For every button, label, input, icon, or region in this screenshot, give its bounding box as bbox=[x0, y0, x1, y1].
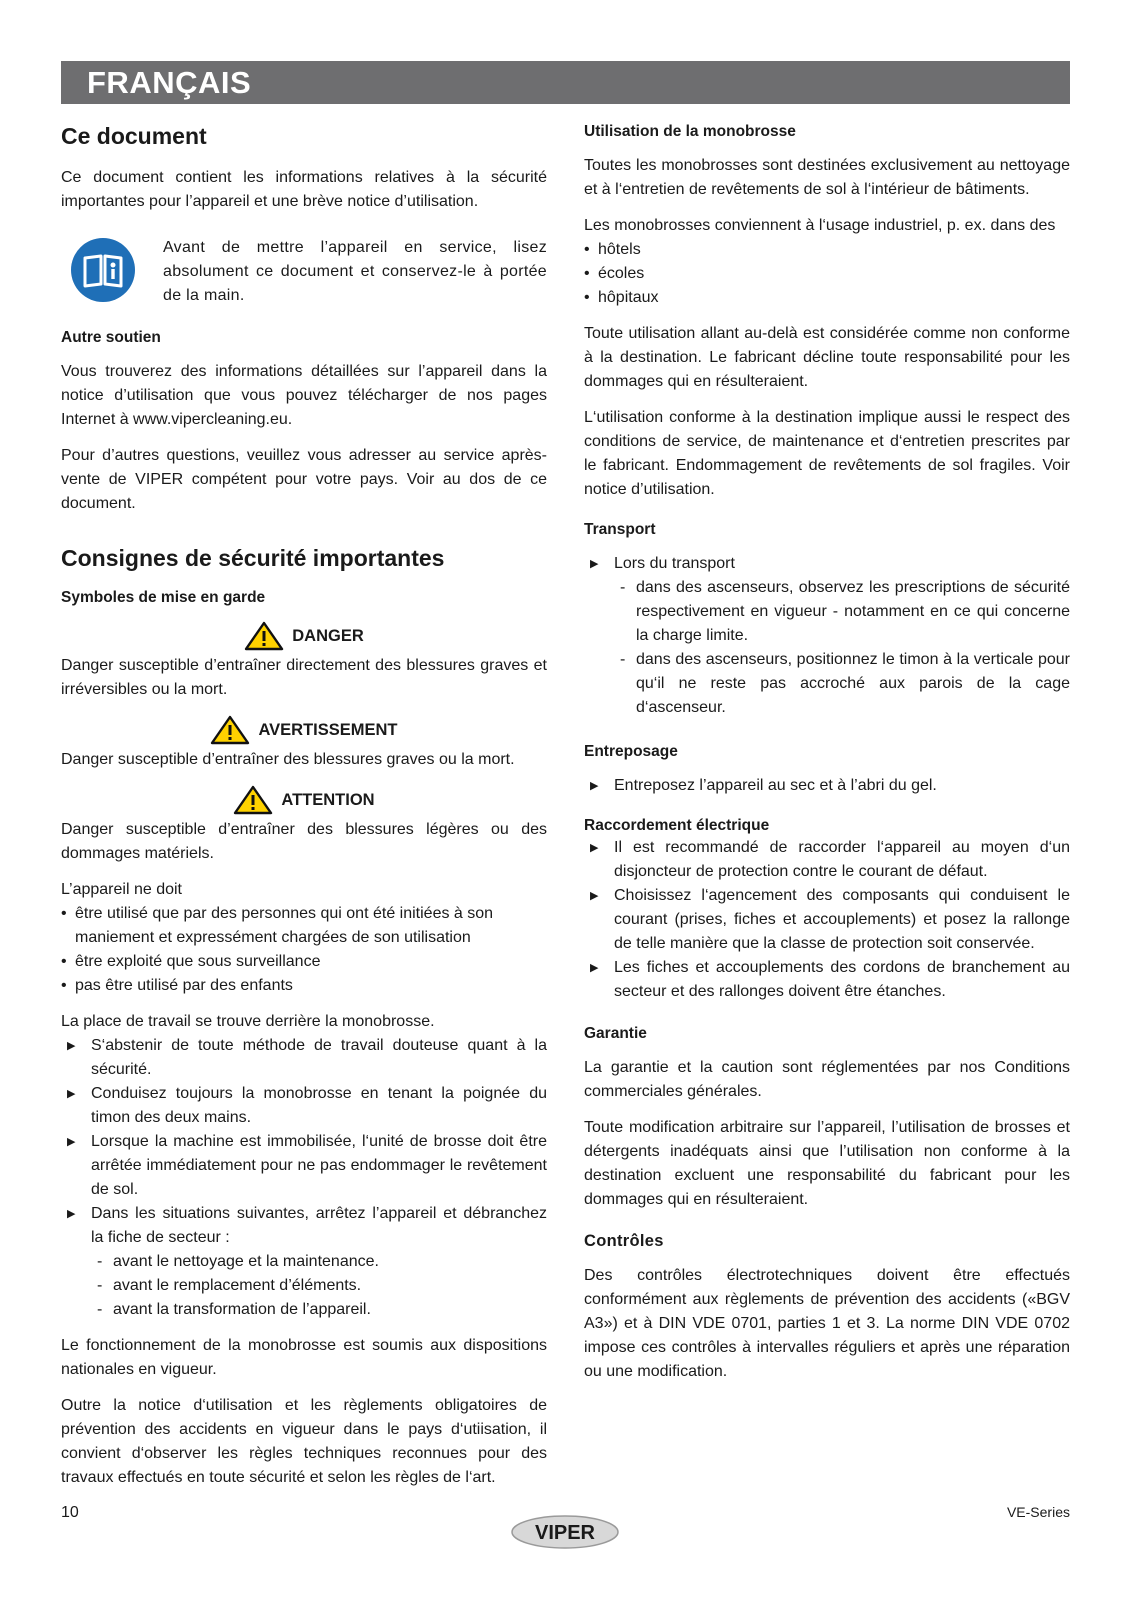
transport-list bbox=[584, 552, 1070, 720]
support-paragraph-2: Pour d’autres questions, veuillez vous adresser au service après-vente de VIPER compétent pour votre pays. Voir au dos de ce document. bbox=[61, 447, 547, 512]
caution-label: ATTENTION bbox=[281, 790, 375, 809]
warranty-title: Garantie bbox=[584, 1025, 647, 1042]
arrow-right-icon: ▶ bbox=[590, 962, 599, 974]
list-item: ▶ Lors du transport - dans des ascenseurs, observez les prescriptions de sécurité respectivement en vigueur - notamment en ce qui concerne la charge limite. - dans des ascenseurs, positionnez le timon à la verticale pour qu‘il ne reste pas accroché aux parois de la cage d‘ascenseur. bbox=[584, 552, 1070, 720]
list-item: - dans des ascenseurs, positionnez le timon à la verticale pour qu‘il ne reste pas accroché aux parois de la cage d‘ascenseur. bbox=[614, 648, 1070, 720]
support-title: Autre soutien bbox=[61, 329, 161, 346]
danger-text: Danger susceptible d’entraîner directement des blessures graves et irréversibles ou la mort. bbox=[61, 657, 547, 698]
usage-paragraph-1: Toutes les monobrosses sont destinées exclusivement au nettoyage et à l‘entretien de revêtements de sol à l‘intérieur de bâtiments. bbox=[584, 157, 1070, 198]
list-item: - avant le remplacement d’éléments. bbox=[91, 1274, 547, 1298]
list-item: • écoles bbox=[584, 262, 1070, 286]
read-manual-icon bbox=[71, 238, 135, 302]
warning-text: Danger susceptible d’entraîner des blessures graves ou la mort. bbox=[61, 751, 515, 768]
warranty-paragraph-2: Toute modification arbitraire sur l’appareil, l’utilisation de brosses et détergents inadéquats ainsi que l’utilisation non conforme à la destination excluent une responsabilité du fabricant pour les dommages qui en résulteraient. bbox=[584, 1119, 1070, 1208]
page-number: 10 bbox=[61, 1504, 79, 1521]
list-item: ▶ Il est recommandé de raccorder l‘appareil au moyen d‘un disjoncteur de protection contre le courant de défaut. bbox=[584, 836, 1070, 884]
warning-triangle-icon bbox=[233, 785, 273, 815]
additional-rules: Outre la notice d‘utilisation et les règlements obligatoires de prévention des accidents en vigueur dans le pays d‘utiisation, il convient d‘observer les règles techniques reconnues pour des travaux effectués en toute sécurité et selon les règles de l‘art. bbox=[61, 1397, 547, 1486]
arrow-right-icon: ▶ bbox=[67, 1088, 76, 1100]
usage-paragraph-4: L‘utilisation conforme à la destination implique aussi le respect des conditions de service, de maintenance et d‘entretien prescrites par le fabricant. Endommagement de revêtements de sol fragiles. Voir notice d’utilisation. bbox=[584, 409, 1070, 498]
arrow-right-icon: ▶ bbox=[590, 780, 599, 792]
list-item: ▶ Entreposez l’appareil au sec et à l’abri du gel. bbox=[584, 774, 1070, 798]
right-column bbox=[584, 122, 1070, 1396]
language-banner: FRANÇAIS bbox=[61, 61, 1070, 104]
section-title-safety: Consignes de sécurité importantes bbox=[61, 545, 445, 571]
danger-label: DANGER bbox=[292, 626, 364, 645]
arrow-right-icon: ▶ bbox=[590, 890, 599, 902]
left-column bbox=[61, 122, 547, 1502]
viper-logo bbox=[510, 1514, 620, 1550]
must-not-intro: L’appareil ne doit bbox=[61, 881, 182, 898]
controls-title: Contrôles bbox=[584, 1232, 664, 1250]
warning-triangle-icon bbox=[210, 715, 250, 745]
list-item: ▶ Dans les situations suivantes, arrêtez l’appareil et débranchez la fiche de secteur : - avant le nettoyage et la maintenance. - avant le remplacement d’éléments. - avant la transformation de l’appareil. bbox=[61, 1202, 547, 1322]
usage-paragraph-3: Toute utilisation allant au-delà est considérée comme non conforme à la destination. Le fabricant décline toute responsabilité pour les dommages qui en résulteraient. bbox=[584, 325, 1070, 390]
list-item: ▶ Lorsque la machine est immobilisée, l‘unité de brosse doit être arrêtée immédiatement pour ne pas endommager le revêtement de sol. bbox=[61, 1130, 547, 1202]
safety-rules-list bbox=[61, 1034, 547, 1322]
electric-list bbox=[584, 836, 1070, 1004]
section-title-document: Ce document bbox=[61, 123, 207, 149]
storage-title: Entreposage bbox=[584, 743, 678, 760]
list-item: • être exploité que sous surveillance bbox=[61, 950, 547, 974]
must-not-list bbox=[61, 902, 547, 998]
danger-heading bbox=[61, 620, 547, 652]
usage-title: Utilisation de la monobrosse bbox=[584, 123, 796, 140]
usage-paragraph-2: Les monobrosses conviennent à l‘usage industriel, p. ex. dans des bbox=[584, 217, 1056, 234]
usage-places-list bbox=[584, 238, 1070, 310]
situations-list bbox=[91, 1250, 547, 1322]
controls-paragraph: Des contrôles électrotechniques doivent être effectués conformément aux règlements de prévention des accidents («BGV A3») et à DIN VDE 0701, parties 1 et 3. La norme DIN VDE 0702 impose ces contrôles à intervalles réguliers et après une réparation ou une modification. bbox=[584, 1267, 1070, 1380]
list-item: • pas être utilisé par des enfants bbox=[61, 974, 547, 998]
arrow-right-icon: ▶ bbox=[67, 1136, 76, 1148]
list-item: • être utilisé que par des personnes qui ont été initiées à son maniement et expressément chargées de son utilisation bbox=[61, 902, 547, 950]
list-item: ▶ S‘abstenir de toute méthode de travail douteuse quant à la sécurité. bbox=[61, 1034, 547, 1082]
caution-heading bbox=[61, 784, 547, 816]
transport-title: Transport bbox=[584, 521, 656, 538]
workplace-text: La place de travail se trouve derrière la monobrosse. bbox=[61, 1013, 435, 1030]
series-label: VE-Series bbox=[1006, 1504, 1070, 1520]
arrow-right-icon: ▶ bbox=[590, 842, 599, 854]
read-manual-note bbox=[61, 236, 547, 308]
list-item: ▶ Les fiches et accouplements des cordons de branchement au secteur et des rallonges doivent être étanches. bbox=[584, 956, 1070, 1004]
arrow-right-icon: ▶ bbox=[67, 1040, 76, 1052]
list-item: ▶ Choisissez l‘agencement des composants qui conduisent le courant (prises, fiches et accouplements) et posez la rallonge de telle manière que la classe de protection soit conservée. bbox=[584, 884, 1070, 956]
arrow-right-icon: ▶ bbox=[590, 558, 599, 570]
list-item: - avant la transformation de l’appareil. bbox=[91, 1298, 547, 1322]
list-item: ▶ Conduisez toujours la monobrosse en tenant la poignée du timon des deux mains. bbox=[61, 1082, 547, 1130]
svg-text:VIPER: VIPER bbox=[534, 1522, 596, 1544]
list-item: • hôtels bbox=[584, 238, 1070, 262]
warning-triangle-icon bbox=[244, 621, 284, 651]
arrow-right-icon: ▶ bbox=[67, 1208, 76, 1220]
warning-heading bbox=[61, 714, 547, 746]
read-manual-text: Avant de mettre l’appareil en service, lisez absolument ce document et conservez-le à portée de la main. bbox=[163, 239, 547, 304]
caution-text: Danger susceptible d’entraîner des blessures légères ou des dommages matériels. bbox=[61, 821, 547, 862]
list-item: - avant le nettoyage et la maintenance. bbox=[91, 1250, 547, 1274]
support-paragraph-1: Vous trouverez des informations détaillées sur l’appareil dans la notice d’utilisation que vous pouvez télécharger de nos pages Internet à www.vipercleaning.eu. bbox=[61, 363, 547, 428]
storage-list bbox=[584, 774, 1070, 798]
warranty-paragraph-1: La garantie et la caution sont réglementées par nos Conditions commerciales générales. bbox=[584, 1059, 1070, 1100]
doc-intro: Ce document contient les informations relatives à la sécurité importantes pour l’appareil et une brève notice d’utilisation. bbox=[61, 169, 547, 210]
symbols-title: Symboles de mise en garde bbox=[61, 589, 266, 606]
national-regulations: Le fonctionnement de la monobrosse est soumis aux dispositions nationales en vigueur. bbox=[61, 1337, 547, 1378]
list-item: - dans des ascenseurs, observez les prescriptions de sécurité respectivement en vigueur - notamment en ce qui concerne la charge limite. bbox=[614, 576, 1070, 648]
electric-title: Raccordement électrique bbox=[584, 817, 770, 834]
list-item: • hôpitaux bbox=[584, 286, 1070, 310]
transport-sub-list bbox=[614, 576, 1070, 720]
warning-label: AVERTISSEMENT bbox=[258, 720, 398, 739]
